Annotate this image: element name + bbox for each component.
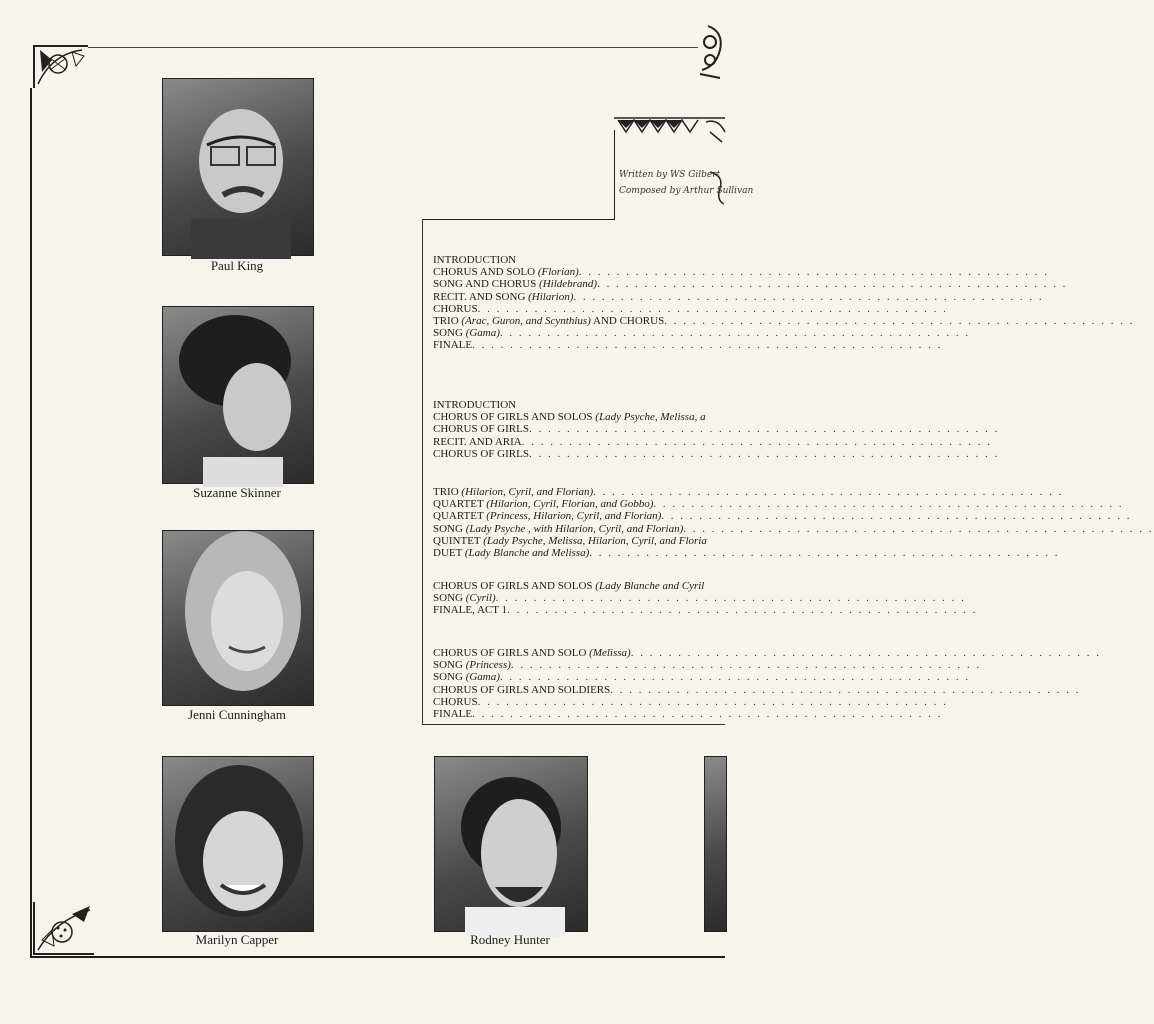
program-item-detail: (Lady Psyche, Melissa, a [595,411,706,424]
leader-dots [500,327,970,339]
program-item-title: INTRODUCTION [433,254,517,266]
program-item-detail: (Lady Blanche and Melissa) [464,547,590,560]
leader-dots [478,303,948,315]
program-item [433,671,725,683]
program-item-detail: (Arac, Guron, and Scynthius) [461,315,591,328]
program-item-detail: (Hildebrand) [539,278,598,291]
program-item-title: CHORUS OF GIRLS AND SOLOS (Lady Blanche and Cyril [433,580,705,592]
program-item-title: SONG (Princess) [433,659,511,672]
program-item [433,708,725,720]
program-item [433,266,725,278]
program-item [433,580,725,592]
program-item-title: CHORUS OF GIRLS AND SOLDIERS [433,683,611,696]
leader-dots [500,671,970,683]
frame-top-line [88,47,698,48]
program-item [433,684,725,696]
program-item-title: QUARTET (Hilarion, Cyril, Florian, and Gobbo) [433,498,654,511]
program-item-detail: (Lady Blanche and Cyril [595,580,705,592]
cast-name-4: Marilyn Capper [195,932,279,947]
program-group-1 [433,254,725,352]
program-item [433,436,725,448]
program-item [433,486,725,498]
leader-dots [610,684,1080,696]
program-item-title: CHORUS [433,695,478,708]
program-item-title: SONG (Lady Psyche , with Hilarion, Cyril, and Florian) [433,522,684,535]
program-item-detail: (Princess, Hilarion, Cyril, and Florian) [486,510,662,523]
program-item-title: CHORUS OF GIRLS AND SOLOS (Lady Psyche, Melissa, a [433,411,706,424]
program-item [433,659,725,671]
portrait-placeholder-icon [435,757,587,931]
program-item [433,498,725,510]
program-item [433,523,725,535]
leader-dots [507,604,977,616]
program-item-title: SONG (Gama) [433,327,500,340]
program-item-detail: (Melissa) [589,647,631,659]
program-item-title: INTRODUCTION [433,399,517,411]
program-item-title: FINALE [433,708,473,721]
program-item-detail: (Hilarion, Cyril, and Florian) [461,486,594,498]
program-item [433,327,725,339]
program-item [433,423,725,435]
cast-photo-4 [162,756,314,932]
cast-name-2: Suzanne Skinner [193,485,281,500]
leader-dots [653,498,1123,510]
program-item-detail: (Lady Psyche , with Hilarion, Cyril, and Florian) [465,522,684,535]
leader-dots [631,647,1101,659]
program-item-title: CHORUS OF GIRLS [433,447,529,460]
leader-dots [478,696,948,708]
corner-ornament-top-left-icon [32,44,90,90]
program-item-detail: (Hilarion) [528,290,574,303]
program-item [433,696,725,708]
leader-dots [522,436,992,448]
program-item [433,278,725,290]
cast-photo-3 [162,530,314,706]
program-item [433,592,725,604]
program-item-detail: (Cyril) [465,592,496,605]
cast-name-5: Rodney Hunter [470,932,550,947]
corner-ornament-bottom-left-icon [32,900,96,956]
program-item [433,547,725,559]
program-item-title: FINALE [433,339,473,352]
leader-dots [529,448,999,460]
program-group-2 [433,399,725,460]
program-item-suffix: AND CHORUS [590,315,665,328]
list-box-bottom-border [422,724,725,725]
program-group-3 [433,486,725,559]
program-item-detail: (Princess) [465,659,511,672]
program-item-title: FINALE, ACT 1 [433,604,508,617]
program-item-detail: (Hilarion, Cyril, Florian, and Gobbo) [486,498,654,511]
cast-photo-1 [162,78,314,256]
list-box-left-border [422,219,423,725]
portrait-placeholder-icon [163,757,313,931]
program-item-detail: (Florian) [537,266,579,279]
leader-dots [573,291,1043,303]
leader-dots [496,592,966,604]
leader-dots [511,659,981,671]
cast-photo-2 [162,306,314,484]
program-item-title: CHORUS OF GIRLS AND SOLO (Melissa) [433,647,631,659]
program-item-title: QUINTET (Lady Psyche, Melissa, Hilarion, Cyril, and Floria [433,534,707,547]
program-item [433,399,725,411]
program-item-title: DUET (Lady Blanche and Melissa) [433,547,590,560]
program-item [433,535,725,547]
leader-dots [661,510,1131,522]
frame-left-line [30,88,32,958]
portrait-placeholder-icon [163,531,313,705]
program-item-title: SONG (Cyril) [433,592,496,605]
program-item-title: SONG AND CHORUS (Hildebrand) [433,278,598,291]
program-item [433,254,725,266]
program-group-4 [433,580,725,617]
credits [619,167,753,199]
program-group-5 [433,647,725,720]
program-item-title: CHORUS [433,302,478,315]
program-item-title: CHORUS OF GIRLS [433,423,529,436]
program-item-title: CHORUS AND SOLO (Florian) [433,266,579,279]
program-item [433,339,725,351]
leader-dots [683,523,1153,535]
cast-photo-6-partial [704,756,727,932]
program-item-title: TRIO (Arac, Guron, and Scynthius) AND CHORUS [433,315,665,328]
program-item [433,647,725,659]
program-item [433,448,725,460]
cast-photo-5 [434,756,588,932]
frame-step-horizontal [422,219,615,220]
program-item [433,315,725,327]
leader-dots [472,708,942,720]
leader-dots [597,278,1067,290]
program-item [433,604,725,616]
program-item [433,510,725,522]
composed-by-credit: Composed by Arthur Sullivan [619,186,754,196]
written-by-credit: Written by WS Gilbert [619,170,721,180]
program-item-title: RECIT. AND SONG (Hilarion) [433,290,574,303]
program-item-title: RECIT. AND ARIA [433,435,522,448]
program-item-detail: (Lady Psyche, Melissa, Hilarion, Cyril, and Floria [483,534,707,547]
program-item-title: TRIO (Hilarion, Cyril, and Florian) [433,486,594,498]
program-item-detail: (Gama) [465,327,500,340]
program-item-detail: (Gama) [465,671,500,684]
cast-name-1: Paul King [210,258,264,273]
header-banner-ornament-icon [614,108,725,148]
leader-dots [593,486,1063,498]
program-item [433,411,725,423]
leader-dots [472,339,942,351]
leader-dots [664,315,1134,327]
program-item [433,291,725,303]
leader-dots [589,547,1059,559]
leader-dots [529,423,999,435]
leader-dots [579,266,1049,278]
corner-ornament-top-right-icon [690,22,725,82]
frame-bottom-line [30,956,725,958]
cast-name-3: Jenni Cunningham [188,707,286,722]
program-item [433,303,725,315]
portrait-placeholder-icon [163,307,313,483]
portrait-placeholder-icon [163,79,313,255]
program-item-title: SONG (Gama) [433,671,500,684]
program-item-title: QUARTET (Princess, Hilarion, Cyril, and Florian) [433,510,662,523]
